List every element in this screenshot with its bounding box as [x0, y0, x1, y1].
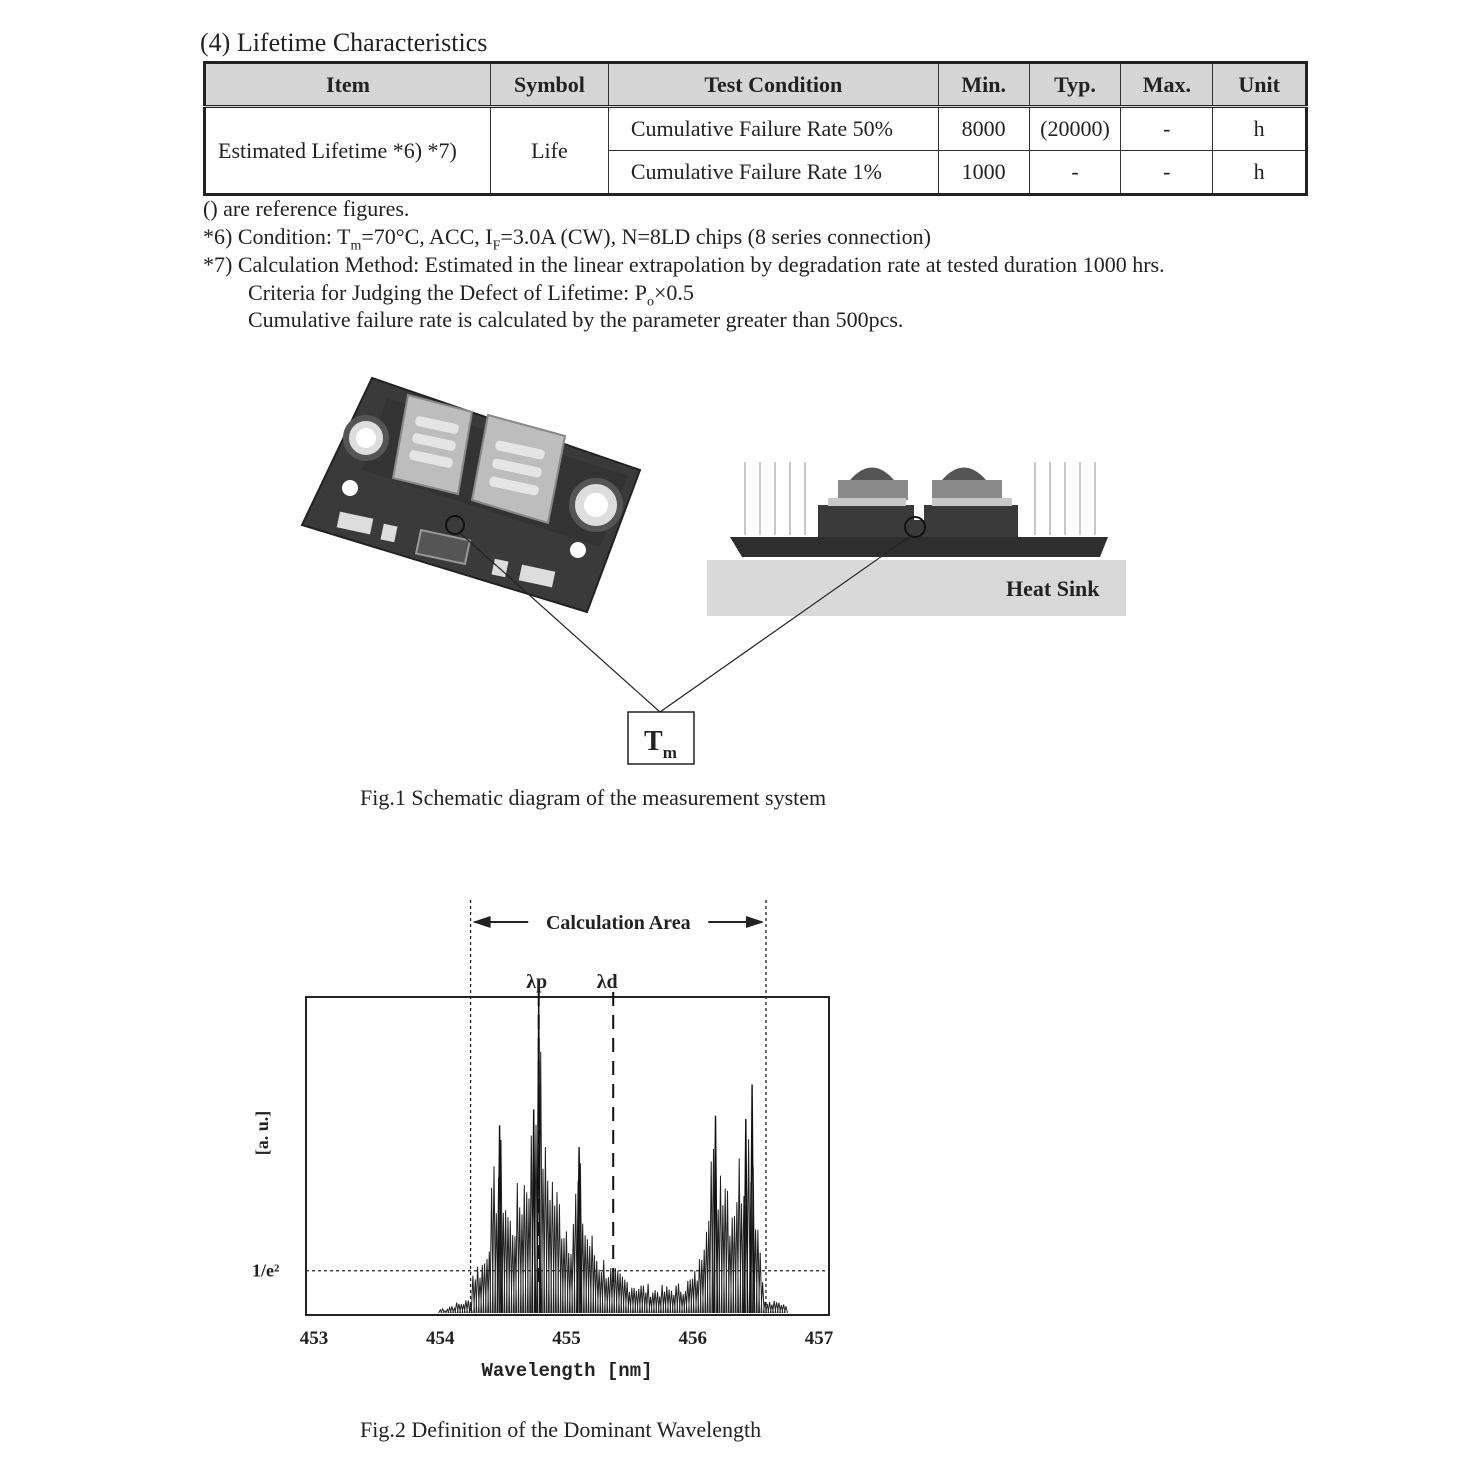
- spectrum-line: [784, 1306, 787, 1313]
- y-axis-label: [a. u.]: [252, 1110, 272, 1156]
- header-unit: Unit: [1213, 63, 1307, 107]
- header-test-condition: Test Condition: [608, 63, 938, 107]
- spectrum-peak: [532, 1110, 536, 1314]
- cell-condition: Cumulative Failure Rate 1%: [608, 151, 938, 195]
- header-typ: Typ.: [1029, 63, 1121, 107]
- note-7: *7) Calculation Method: Estimated in the linear extrapolation by degradation rate at tested duration 1000 hrs.: [203, 252, 1165, 277]
- cell-max: -: [1121, 151, 1213, 195]
- cell-item: Estimated Lifetime *6) *7): [205, 107, 491, 195]
- section-title: (4) Lifetime Characteristics: [200, 28, 488, 57]
- threshold-label: 1/e²: [252, 1260, 280, 1281]
- module-top-view: [302, 378, 640, 612]
- cell-typ: -: [1029, 151, 1121, 195]
- x-tick-label: 453: [299, 1328, 329, 1349]
- x-tick-label: 455: [552, 1328, 581, 1349]
- x-tick-label: 454: [426, 1328, 455, 1349]
- lambda-p-label: λp: [526, 971, 548, 993]
- lambda-d-label: λd: [596, 971, 618, 993]
- cell-unit: h: [1213, 151, 1307, 195]
- fig2-chart: [0, 880, 900, 1400]
- cell-unit: h: [1213, 107, 1307, 151]
- x-tick-labels: [300, 1328, 834, 1349]
- heat-sink-label: Heat Sink: [1006, 576, 1100, 601]
- cell-min: 1000: [938, 151, 1029, 195]
- header-min: Min.: [938, 63, 1029, 107]
- cell-symbol: Life: [491, 107, 609, 195]
- note-cumulative: Cumulative failure rate is calculated by the parameter greater than 500pcs.: [248, 307, 904, 332]
- calc-area-label: Calculation Area: [545, 912, 691, 934]
- cell-typ: (20000): [1029, 107, 1121, 151]
- header-symbol: Symbol: [491, 63, 609, 107]
- x-tick-label: 456: [678, 1328, 707, 1349]
- note-criteria: Criteria for Judging the Defect of Lifetime: $P_o\times 0.5$: [248, 280, 694, 310]
- tm-label: $T_m$: [644, 726, 677, 762]
- fig1-caption: Fig.1 Schematic diagram of the measurement system: [360, 785, 827, 810]
- cell-min: 8000: [938, 107, 1029, 151]
- cell-max: -: [1121, 107, 1213, 151]
- header-item: Item: [205, 63, 491, 107]
- fig2-caption: Fig.2 Definition of the Dominant Wavelength: [360, 1417, 762, 1442]
- note-reference: () are reference figures.: [203, 196, 410, 221]
- cell-condition: Cumulative Failure Rate 50%: [608, 107, 938, 151]
- laser-package-left: [393, 395, 472, 494]
- x-tick-label: 457: [804, 1328, 834, 1349]
- x-axis-label: Wavelength [nm]: [481, 1360, 653, 1382]
- header-max: Max.: [1121, 63, 1213, 107]
- note-6: *6) Condition: $T_m=70^\circ C$, ACC, $I_F=3.0A$ (CW), N=8LD chips (8 series connection): [203, 224, 931, 254]
